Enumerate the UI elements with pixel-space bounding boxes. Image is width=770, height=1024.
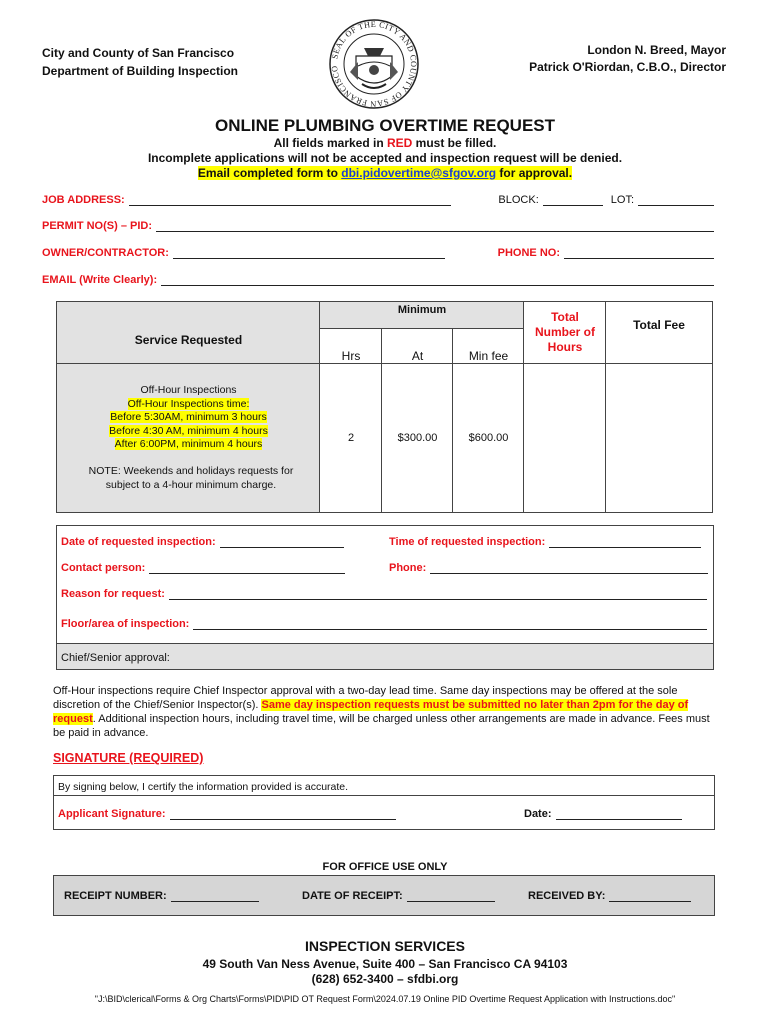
job-address-field[interactable] [129, 195, 451, 206]
minfee-header: Min fee [468, 349, 509, 363]
phone-row [389, 562, 708, 574]
received-by-field[interactable] [609, 891, 691, 902]
certify-text: By signing below, I certify the information provided is accurate. [58, 781, 349, 793]
service-header-cell [57, 302, 320, 364]
email-field[interactable] [161, 275, 714, 286]
contact-label: Contact person: [61, 562, 146, 574]
inspection-phone-field[interactable] [430, 563, 708, 574]
applicant-signature-row [58, 808, 396, 820]
phone-label: PHONE NO: [497, 247, 560, 259]
director-name: Patrick O'Riordan, C.B.O., Director [529, 60, 726, 74]
time-line-3: Before 4:30 AM, minimum 4 hours [109, 424, 268, 437]
applicant-signature-field[interactable] [170, 809, 396, 820]
service-cell [57, 364, 320, 512]
date-label: Date of requested inspection: [61, 536, 216, 548]
at-value: $300.00 [397, 432, 438, 444]
lot-label: LOT: [610, 194, 634, 206]
time-line-2: Before 5:30AM, minimum 3 hours [110, 411, 267, 423]
svg-text:SEAL OF THE CITY AND COUNTY OF: SEAL OF THE CITY AND COUNTY OF SAN FRANCISCO [329, 19, 419, 109]
total-hours-field[interactable] [524, 364, 606, 512]
signature-date-row [524, 808, 682, 820]
file-path: "J:\BID\clerical\Forms & Org Charts\Forms\PID\PID OT Request Form\2024.07.19 Online PID Overtime Request Application with Instructions.doc" [94, 994, 676, 1004]
permit-row [42, 220, 714, 232]
permit-field[interactable] [156, 221, 714, 232]
time-row [389, 536, 701, 548]
received-by-row [528, 890, 691, 902]
total-fee-header-cell [606, 302, 712, 364]
org-name [42, 44, 238, 80]
time-label: Time of requested inspection: [389, 536, 546, 548]
total-hours-header: Total Number of Hours [535, 310, 595, 354]
service-name: Off-Hour Inspections [140, 384, 237, 396]
officials [529, 42, 726, 76]
total-hours-header-cell [524, 302, 606, 364]
signature-box [53, 775, 715, 830]
time-line-1: Off-Hour Inspections time: [127, 397, 250, 410]
minfee-header-cell [453, 329, 524, 364]
lot-field[interactable] [638, 195, 714, 206]
received-by-label: RECEIVED BY: [528, 890, 606, 902]
office-use-box [53, 875, 715, 916]
reason-field[interactable] [169, 589, 707, 600]
inspection-phone-label: Phone: [389, 562, 427, 574]
inspection-details-box [56, 525, 714, 670]
hrs-header-cell [320, 329, 382, 364]
minimum-header-cell [320, 302, 524, 329]
approval-email-link[interactable]: dbi.pidovertime@sfgov.org [341, 166, 497, 180]
total-fee-field[interactable] [606, 364, 712, 512]
minfee-cell [453, 364, 524, 512]
contact-row [61, 562, 345, 574]
policy-note: Off-Hour inspections require Chief Inspector approval with a two-day lead time. Same day inspections may be offered at the sole discretion of the Chief/Senior Inspector(s). Same day inspection requests must be submitted no later than 2pm for the day of request. Additional inspection hours, including travel time, will be charged unless other arrangements are made in advance. Fees must be paid in advance. [53, 685, 710, 739]
owner-row [42, 247, 714, 259]
email-row [42, 274, 714, 286]
date-row [61, 536, 344, 548]
email-label: EMAIL (Write Clearly): [42, 274, 158, 286]
reason-row [61, 588, 707, 600]
org-line-1: City and County of San Francisco [42, 46, 235, 60]
instruction-line-3: Email completed form to dbi.pidovertime@sfgov.org for approval. [197, 166, 573, 180]
applicant-signature-label: Applicant Signature: [58, 808, 166, 820]
total-fee-header: Total Fee [633, 318, 685, 332]
reason-label: Reason for request: [61, 588, 165, 600]
time-field[interactable] [549, 537, 701, 548]
floor-row [61, 618, 707, 630]
block-label: BLOCK: [498, 194, 539, 206]
owner-field[interactable] [173, 248, 445, 259]
block-field[interactable] [543, 195, 603, 206]
weekend-note: NOTE: Weekends and holidays requests for subject to a 4-hour minimum charge. [88, 465, 294, 491]
owner-label: OWNER/CONTRACTOR: [42, 247, 169, 259]
page-title: ONLINE PLUMBING OVERTIME REQUEST [214, 116, 556, 135]
job-address-row [42, 194, 714, 206]
approval-row [57, 643, 713, 669]
date-of-receipt-label: DATE OF RECEIPT: [302, 890, 403, 902]
signature-date-field[interactable] [556, 809, 682, 820]
receipt-number-row [64, 890, 259, 902]
date-of-receipt-field[interactable] [407, 891, 495, 902]
contact-field[interactable] [149, 563, 345, 574]
hrs-header: Hrs [341, 349, 361, 363]
floor-field[interactable] [193, 619, 707, 630]
office-use-title: FOR OFFICE USE ONLY [322, 861, 448, 873]
approval-label: Chief/Senior approval: [61, 652, 170, 664]
footer-contact: (628) 652-3400 – sfdbi.org [311, 972, 459, 986]
permit-label: PERMIT NO(S) – PID: [42, 220, 153, 232]
receipt-number-label: RECEIPT NUMBER: [64, 890, 167, 902]
floor-label: Floor/area of inspection: [61, 618, 190, 630]
time-line-4: After 6:00PM, minimum 4 hours [114, 438, 263, 450]
job-address-label: JOB ADDRESS: [42, 194, 125, 206]
minimum-header: Minimum [397, 304, 447, 316]
instruction-line-2: Incomplete applications will not be accepted and inspection request will be denied. [147, 151, 623, 165]
mayor-name: London N. Breed, Mayor [587, 43, 726, 57]
city-seal-logo [328, 18, 420, 110]
service-header: Service Requested [134, 333, 243, 347]
signature-date-label: Date: [524, 808, 552, 820]
footer-address: 49 South Van Ness Avenue, Suite 400 – San Francisco CA 94103 [202, 957, 568, 971]
org-line-2: Department of Building Inspection [42, 64, 239, 78]
receipt-number-field[interactable] [171, 891, 259, 902]
at-header-cell [382, 329, 453, 364]
date-field[interactable] [220, 537, 344, 548]
instruction-line-1: All fields marked in RED must be filled. [273, 136, 497, 150]
phone-field[interactable] [564, 248, 714, 259]
minfee-value: $600.00 [468, 432, 509, 444]
hrs-value: 2 [347, 432, 355, 444]
at-cell [382, 364, 453, 512]
same-day-warning: Same day inspection requests must be submitted no later than 2pm for the day of request [53, 699, 689, 725]
hrs-cell [320, 364, 382, 512]
date-of-receipt-row [302, 890, 495, 902]
service-table [56, 301, 713, 513]
signature-heading: SIGNATURE (REQUIRED) [53, 751, 204, 765]
footer-department: INSPECTION SERVICES [304, 938, 465, 954]
at-header: At [411, 349, 424, 363]
